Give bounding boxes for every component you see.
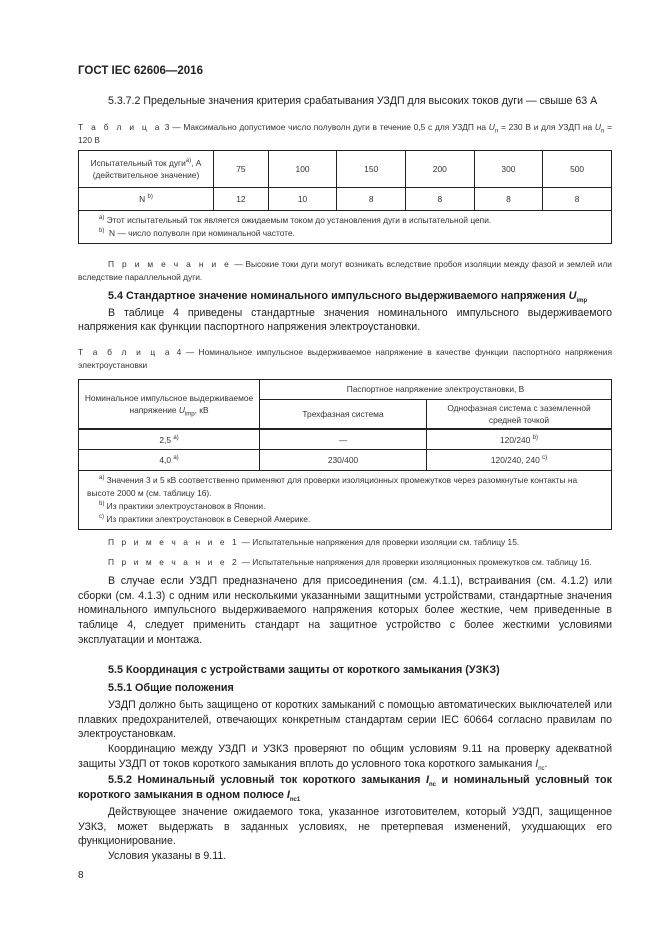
- table-3-caption: [78, 121, 612, 147]
- row-header-current: Испытательный ток дуги$^{а)}$, А (действительное значение): [79, 150, 214, 187]
- table-3: [78, 150, 612, 244]
- table-4: [78, 379, 612, 531]
- current-cell: 200: [405, 150, 474, 187]
- table-label: Т а б л и ц а: [78, 121, 162, 132]
- note-1: П р и м е ч а н и е 1 — Испытательные напряжения для проверки изоляции см. таблицу 15.: [108, 537, 520, 548]
- caption-text: 3 — Максимально допустимое число полуволн дуги в течение 0,5 с для УЗДП на: [164, 121, 489, 132]
- col-group: Паспортное напряжение электроустановки, В: [260, 379, 612, 399]
- current-cell: 150: [337, 150, 406, 187]
- n-cell: 10: [268, 187, 337, 210]
- n-cell: 8: [337, 187, 406, 210]
- table-row: 2,5 $^{а)}$ — 120/240 $^{b)}$: [79, 429, 612, 450]
- n-cell: 8: [474, 187, 543, 210]
- section-5-4-paragraph: В таблице 4 приведены стандартные значения номинального импульсного выдерживаемого напряжения как функции паспортного напряжения электроустановки.: [78, 306, 612, 334]
- paragraph-5-5-1-b: Координацию между УЗДП и УЗКЗ проверяют по общим условиям 9.11 на проверку адекватной защиты УЗДП от токов короткого замыкания вплоть до условного тока короткого замыкания $I_{nc}$.: [78, 743, 612, 772]
- section-5-4-heading: 5.4 Стандартное значение номинального импульсного выдерживаемого напряжения $U_{imp}$: [108, 289, 588, 304]
- current-cell: 100: [268, 150, 337, 187]
- note-2: П р и м е ч а н и е 2 — Испытательные напряжения для проверки изоляционных промежутков см. таблицу 16.: [108, 557, 592, 568]
- caption-text: = 120 В: [78, 121, 612, 145]
- current-cell: 500: [543, 150, 612, 187]
- paragraph-case: В случае если УЗДП предназначено для присоединения (см. 4.1.1), встраивания (см. 4.1.2) или сборки (см. 4.1.3) с одним или несколькими указанными защитными устройствами, стандартные значения номинального импульсного выдерживаемого напряжения которых более жесткие, чем приведенные в таблице 4, следует применить стандарт на защитное устройство с более жесткими условиями эксплуатации и монтажа.: [78, 575, 612, 646]
- section-5-5-heading: 5.5 Координация с устройствами защиты от короткого замыкания (УЗКЗ): [108, 664, 500, 677]
- paragraph-5-5-2-a: Действующее значение ожидаемого тока, указанное изготовителем, который УЗДП, защищенное УЗКЗ, может выдержать в заданных условиях, не претерпевая изменений, ухудшающих его функционирование.: [78, 806, 612, 848]
- row-header-n: N $^{b)}$: [79, 187, 214, 210]
- paragraph-5-5-2-b: Условия указаны в 9.11.: [108, 850, 227, 862]
- section-5-5-1-heading: 5.5.1 Общие положения: [108, 682, 234, 695]
- page-number: 8: [78, 869, 84, 881]
- col-three-phase: Трехфазная система: [260, 399, 427, 429]
- document-header: ГОСТ IEC 62606—2016: [78, 65, 203, 77]
- current-cell: 300: [474, 150, 543, 187]
- table-row: 4,0 $^{а)}$ 230/400 120/240, 240 $^{c)}$: [79, 450, 612, 471]
- section-5-3-7-2: 5.3.7.2 Предельные значения критерия срабатывания УЗДП для высоких токов дуги — свыше 63 А: [108, 95, 598, 107]
- caption-text: = 230 В и для УЗДП на: [498, 121, 595, 132]
- n-cell: 8: [543, 187, 612, 210]
- n-cell: 8: [405, 187, 474, 210]
- current-cell: 75: [214, 150, 269, 187]
- subscript: n: [494, 128, 499, 135]
- col-single-phase: Однофазная система с заземленной средней точкой: [427, 399, 612, 429]
- table-4-footnotes: $^{а)}$ Значения 3 и 5 кВ соответственно применяют для проверки изоляционных промежутков через разомкнутые контакты на высоте 2000 м (см. таблицу 16). $^{b)}$ Из практики электроустановок в Японии. $^{c)}$ Из практики электроустановок в Северной Америке.: [79, 471, 612, 530]
- table-3-footnotes: $^{а)}$ Этот испытательный ток является ожидаемым током до установления дуги в испытательной цепи. $^{b)}$ N — число полуволн при номинальной частоте.: [79, 210, 612, 243]
- paragraph-5-5-1-a: УЗДП должно быть защищено от коротких замыканий с помощью автоматических выключателей или плавких предохранителей, отвечающих конкретным стандартам серии IEC 60664 согласно правилам по электроустановкам.: [78, 699, 612, 741]
- n-cell: 12: [214, 187, 269, 210]
- note-high-currents: П р и м е ч а н и е — Высокие токи дуги могут возникать вследствие пробоя изоляции между фазой и землей или вследствие параллельной дуги.: [78, 258, 612, 282]
- col-uimp: Номинальное импульсное выдерживаемое напряжение $U_{imp}$, кВ: [79, 379, 260, 429]
- subscript: n: [600, 128, 605, 135]
- symbol-u: U: [594, 121, 601, 132]
- section-5-5-2-heading: 5.5.2 Номинальный условный ток короткого замыкания $I_{nc}$ и номинальный условный ток короткого замыкания в одном полюсе $I_{nc1}$: [78, 774, 612, 804]
- symbol-u: U: [488, 121, 495, 132]
- table-4-caption: Т а б л и ц а 4 — Номинальное импульсное выдерживаемое напряжение в качестве функции паспортного напряжения электроустановки: [78, 346, 612, 370]
